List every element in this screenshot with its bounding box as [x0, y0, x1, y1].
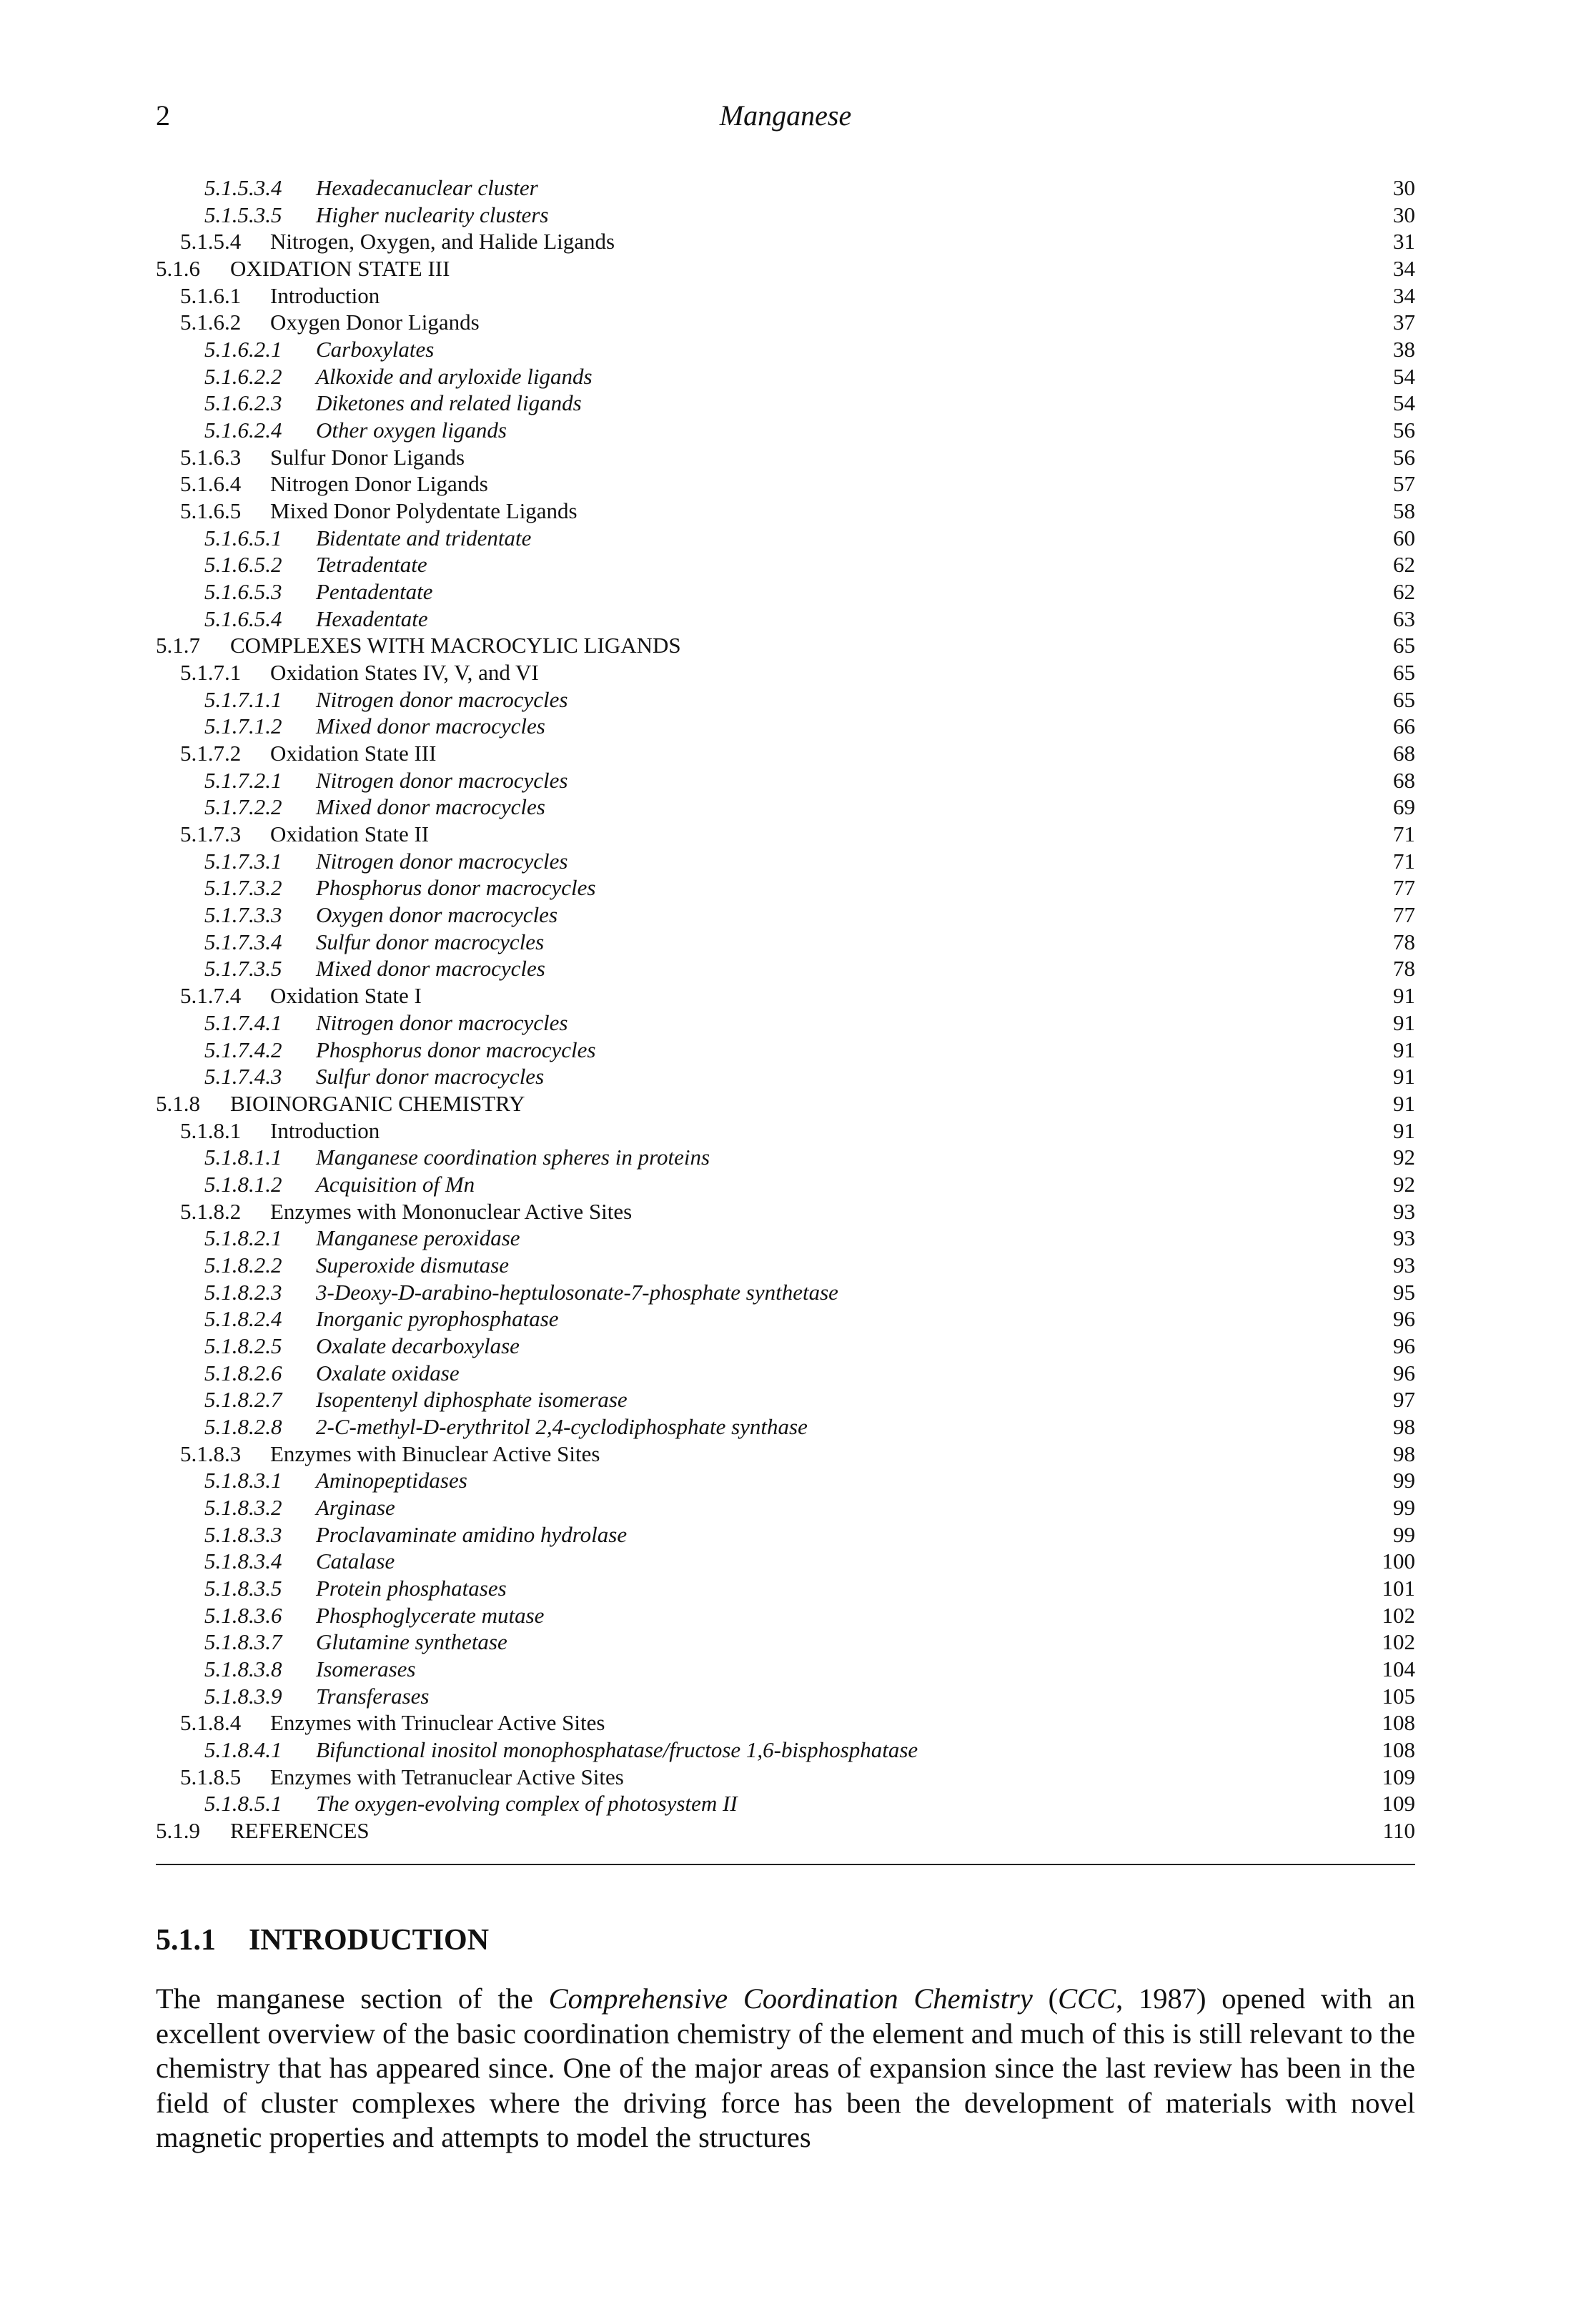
- toc-entry-title: Oxygen donor macrocycles: [316, 902, 558, 928]
- toc-entry-title: Tetradentate: [316, 552, 427, 578]
- toc-entry: [156, 1494, 1415, 1521]
- toc-entry-title: OXIDATION STATE III: [230, 256, 450, 282]
- toc-entry-page: 100: [1382, 1548, 1415, 1574]
- section-number: 5.1.1: [156, 1924, 216, 1957]
- toc-entry: [156, 1305, 1415, 1333]
- toc-entry: [156, 901, 1415, 929]
- toc-entry-title: COMPLEXES WITH MACROCYLIC LIGANDS: [230, 633, 681, 658]
- toc-entry-number: 5.1.6.5.3: [204, 579, 282, 605]
- toc-entry-title: Hexadecanuclear cluster: [316, 175, 538, 200]
- toc-entry-number: 5.1.8.3.2: [204, 1494, 282, 1520]
- toc-entry-page: 34: [1393, 256, 1415, 282]
- toc-entry: [156, 1817, 1415, 1844]
- toc-entry: [156, 390, 1415, 417]
- toc-entry-page: 54: [1393, 363, 1415, 389]
- toc-entry-title: Glutamine synthetase: [316, 1629, 507, 1655]
- toc-entry-page: 98: [1393, 1413, 1415, 1439]
- toc-entry-page: 91: [1393, 1090, 1415, 1116]
- toc-entry-number: 5.1.7.3.4: [204, 929, 282, 954]
- toc-entry-number: 5.1.8.3.3: [204, 1521, 282, 1547]
- toc-entry: [156, 363, 1415, 390]
- toc-entry-page: 93: [1393, 1252, 1415, 1278]
- toc-entry-number: 5.1.8.5.1: [204, 1791, 282, 1817]
- body-paragraph: [156, 1982, 1415, 2155]
- toc-entry-number: 5.1.8.2.3: [204, 1279, 282, 1305]
- toc-entry-title: Mixed Donor Polydentate Ligands: [270, 498, 578, 524]
- toc-entry: [156, 1360, 1415, 1387]
- toc-entry: [156, 606, 1415, 633]
- toc-entry-number: 5.1.6.4: [180, 471, 242, 497]
- toc-entry-page: 68: [1393, 767, 1415, 793]
- toc-entry-page: 63: [1393, 606, 1415, 631]
- toc-entry-number: 5.1.8.3.5: [204, 1575, 282, 1601]
- toc-entry-title: Sulfur donor macrocycles: [316, 929, 545, 954]
- toc-entry-page: 108: [1382, 1710, 1415, 1736]
- toc-entry-title: Oxidation State II: [270, 821, 430, 847]
- toc-entry-number: 5.1.8.2.6: [204, 1360, 282, 1385]
- toc-entry-page: 96: [1393, 1306, 1415, 1332]
- toc-entry-title: Oxidation State I: [270, 983, 422, 1009]
- toc-entry: [156, 255, 1415, 282]
- reference-abbreviation: CCC: [1058, 1982, 1116, 2015]
- toc-entry-title: Bifunctional inositol monophosphatase/fructose 1,6-bisphosphatase: [316, 1737, 918, 1762]
- toc-entry-title: Nitrogen donor macrocycles: [316, 686, 568, 712]
- toc-entry-title: Transferases: [316, 1683, 430, 1709]
- toc-entry: [156, 632, 1415, 659]
- toc-entry-title: Pentadentate: [316, 579, 433, 605]
- page-number: 2: [156, 99, 170, 132]
- toc-entry-page: 60: [1393, 525, 1415, 550]
- toc-entry: [156, 713, 1415, 740]
- toc-entry-number: 5.1.8.2.8: [204, 1413, 282, 1439]
- toc-entry: [156, 309, 1415, 336]
- toc-entry-number: 5.1.8.2: [180, 1198, 242, 1224]
- section-divider: [156, 1864, 1415, 1865]
- toc-entry-title: Nitrogen donor macrocycles: [316, 767, 568, 793]
- toc-entry: [156, 767, 1415, 794]
- toc-entry-page: 65: [1393, 686, 1415, 712]
- toc-entry-page: 101: [1382, 1575, 1415, 1601]
- toc-entry-page: 104: [1382, 1656, 1415, 1681]
- toc-entry: [156, 1521, 1415, 1548]
- toc-entry-title: Sulfur donor macrocycles: [316, 1064, 545, 1090]
- toc-entry-page: 30: [1393, 175, 1415, 200]
- toc-entry-title: Higher nuclearity clusters: [316, 202, 549, 227]
- toc-entry-title: Acquisition of Mn: [316, 1171, 475, 1197]
- toc-entry: [156, 1117, 1415, 1145]
- toc-entry-number: 5.1.5.4: [180, 229, 242, 255]
- toc-entry-title: Superoxide dismutase: [316, 1252, 510, 1278]
- toc-entry-page: 99: [1393, 1494, 1415, 1520]
- toc-entry-title: Enzymes with Tetranuclear Active Sites: [270, 1764, 624, 1789]
- toc-entry-title: Proclavaminate amidino hydrolase: [316, 1521, 628, 1547]
- toc-entry: [156, 1009, 1415, 1037]
- toc-entry: [156, 1333, 1415, 1360]
- toc-entry-title: Inorganic pyrophosphatase: [316, 1306, 559, 1332]
- toc-entry-title: Mixed donor macrocycles: [316, 713, 545, 739]
- toc-entry: [156, 551, 1415, 578]
- toc-entry-title: Phosphorus donor macrocycles: [316, 875, 596, 901]
- toc-entry: [156, 1144, 1415, 1171]
- toc-entry-page: 78: [1393, 956, 1415, 982]
- toc-entry: [156, 1037, 1415, 1064]
- toc-entry-title: Phosphorus donor macrocycles: [316, 1037, 596, 1062]
- toc-entry-page: 95: [1393, 1279, 1415, 1305]
- toc-entry-title: Mixed donor macrocycles: [316, 956, 545, 982]
- toc-entry-number: 5.1.8.2.7: [204, 1387, 282, 1413]
- toc-entry: [156, 1737, 1415, 1764]
- toc-entry-page: 91: [1393, 1117, 1415, 1143]
- toc-entry: [156, 498, 1415, 525]
- toc-entry-page: 98: [1393, 1441, 1415, 1466]
- toc-entry-page: 56: [1393, 444, 1415, 470]
- toc-entry: [156, 1764, 1415, 1791]
- toc-entry-number: 5.1.7.3.2: [204, 875, 282, 901]
- toc-entry-number: 5.1.6: [156, 256, 200, 282]
- toc-entry-title: Bidentate and tridentate: [316, 525, 532, 550]
- toc-entry-page: 68: [1393, 741, 1415, 766]
- toc-entry-number: 5.1.7.2.2: [204, 794, 282, 820]
- body-text-part: (: [1032, 1982, 1059, 2015]
- toc-entry-title: Aminopeptidases: [316, 1468, 467, 1493]
- toc-entry: [156, 686, 1415, 713]
- toc-entry: [156, 1171, 1415, 1198]
- toc-entry-number: 5.1.7.1.1: [204, 686, 282, 712]
- toc-entry-page: 110: [1382, 1817, 1415, 1843]
- toc-entry-page: 102: [1382, 1602, 1415, 1628]
- toc-entry-number: 5.1.5.3.5: [204, 202, 282, 227]
- toc-entry-page: 91: [1393, 1009, 1415, 1035]
- toc-entry-number: 5.1.6.2.2: [204, 363, 282, 389]
- toc-entry-title: Alkoxide and aryloxide ligands: [316, 363, 593, 389]
- toc-entry: [156, 1413, 1415, 1441]
- toc-entry-title: Nitrogen donor macrocycles: [316, 1009, 568, 1035]
- toc-entry-number: 5.1.7.1.2: [204, 713, 282, 739]
- toc-entry-number: 5.1.7.2: [180, 741, 242, 766]
- toc-entry: [156, 444, 1415, 471]
- toc-entry-page: 109: [1382, 1764, 1415, 1789]
- toc-entry-title: Oxalate oxidase: [316, 1360, 460, 1385]
- toc-entry-number: 5.1.8: [156, 1090, 200, 1116]
- toc-entry-page: 58: [1393, 498, 1415, 524]
- running-title: Manganese: [719, 99, 852, 132]
- toc-entry: [156, 1279, 1415, 1306]
- toc-entry: [156, 1548, 1415, 1575]
- toc-entry-page: 99: [1393, 1521, 1415, 1547]
- toc-entry-page: 105: [1382, 1683, 1415, 1709]
- toc-entry: [156, 1467, 1415, 1494]
- toc-entry-number: 5.1.8.3.4: [204, 1548, 282, 1574]
- toc-entry: [156, 228, 1415, 255]
- toc-entry-number: 5.1.8.2.4: [204, 1306, 282, 1332]
- toc-entry-page: 109: [1382, 1791, 1415, 1817]
- toc-entry-title: 2-C-methyl-D-erythritol 2,4-cyclodiphosphate synthase: [316, 1413, 808, 1439]
- toc-entry: [156, 336, 1415, 363]
- toc-entry-number: 5.1.5.3.4: [204, 175, 282, 200]
- toc-entry-title: Sulfur Donor Ligands: [270, 444, 465, 470]
- toc-entry: [156, 174, 1415, 202]
- toc-entry-number: 5.1.8.2.5: [204, 1333, 282, 1358]
- toc-entry: [156, 955, 1415, 982]
- toc-entry-page: 34: [1393, 282, 1415, 308]
- toc-entry-number: 5.1.8.2.1: [204, 1225, 282, 1251]
- toc-entry-title: Oxygen Donor Ligands: [270, 310, 480, 335]
- toc-entry-title: Arginase: [316, 1494, 395, 1520]
- toc-entry-number: 5.1.7.3.3: [204, 902, 282, 928]
- toc-entry-page: 91: [1393, 1064, 1415, 1090]
- toc-entry: [156, 929, 1415, 956]
- toc-entry: [156, 1252, 1415, 1279]
- toc-entry: [156, 202, 1415, 229]
- toc-entry: [156, 525, 1415, 552]
- toc-entry-number: 5.1.8.1.1: [204, 1145, 282, 1170]
- toc-entry-number: 5.1.7.2.1: [204, 767, 282, 793]
- toc-entry-page: 96: [1393, 1360, 1415, 1385]
- toc-entry-title: Carboxylates: [316, 337, 435, 362]
- toc-entry-number: 5.1.9: [156, 1817, 200, 1843]
- toc-entry-number: 5.1.7.1: [180, 660, 242, 686]
- toc-entry-page: 57: [1393, 471, 1415, 497]
- toc-entry-number: 5.1.6.5: [180, 498, 242, 524]
- toc-entry-page: 99: [1393, 1468, 1415, 1493]
- toc-entry: [156, 1225, 1415, 1252]
- toc-entry-title: BIOINORGANIC CHEMISTRY: [230, 1090, 525, 1116]
- toc-entry-title: Mixed donor macrocycles: [316, 794, 545, 820]
- toc-entry-page: 91: [1393, 983, 1415, 1009]
- toc-entry-page: 71: [1393, 848, 1415, 874]
- section-heading: [156, 1923, 489, 1957]
- toc-entry: [156, 1575, 1415, 1602]
- toc-entry-number: 5.1.8.2.2: [204, 1252, 282, 1278]
- toc-entry-number: 5.1.8.1: [180, 1117, 242, 1143]
- toc-entry: [156, 1709, 1415, 1737]
- toc-entry: [156, 982, 1415, 1009]
- body-text-part: , 1987) opened with an excellent overview of the basic coordination chemistry of the element and much of this is still relevant to the chemistry that has appeared since. One of the major areas of expansion since the last review has been in the field of cluster complexes where the driving force has been the development of materials with novel magnetic properties and attempts to model the structures: [156, 1982, 1415, 2153]
- toc-entry-title: REFERENCES: [230, 1817, 370, 1843]
- toc-entry-title: The oxygen-evolving complex of photosystem II: [316, 1791, 738, 1817]
- body-text-part: The manganese section of the: [156, 1982, 549, 2015]
- toc-entry: [156, 1602, 1415, 1629]
- toc-entry-title: Nitrogen donor macrocycles: [316, 848, 568, 874]
- section-title: INTRODUCTION: [249, 1924, 490, 1957]
- toc-entry: [156, 794, 1415, 821]
- toc-entry-title: Manganese peroxidase: [316, 1225, 520, 1251]
- toc-entry: [156, 578, 1415, 606]
- toc-entry-title: Oxidation States IV, V, and VI: [270, 660, 539, 686]
- toc-entry-title: Isomerases: [316, 1656, 416, 1681]
- toc-entry: [156, 1683, 1415, 1710]
- toc-entry: [156, 1629, 1415, 1656]
- toc-entry-page: 92: [1393, 1145, 1415, 1170]
- toc-entry: [156, 1656, 1415, 1683]
- toc-entry: [156, 282, 1415, 310]
- toc-entry-title: Enzymes with Binuclear Active Sites: [270, 1441, 600, 1466]
- toc-entry-page: 54: [1393, 390, 1415, 416]
- toc-entry-title: Isopentenyl diphosphate isomerase: [316, 1387, 628, 1413]
- toc-entry-page: 78: [1393, 929, 1415, 954]
- toc-entry-page: 71: [1393, 821, 1415, 847]
- toc-entry: [156, 1090, 1415, 1117]
- toc-entry: [156, 1063, 1415, 1090]
- toc-entry-title: Introduction: [270, 1117, 380, 1143]
- toc-entry-number: 5.1.8.3.6: [204, 1602, 282, 1628]
- toc-entry-number: 5.1.8.4.1: [204, 1737, 282, 1762]
- toc-entry: [156, 874, 1415, 901]
- toc-entry-number: 5.1.6.5.2: [204, 552, 282, 578]
- toc-entry-number: 5.1.8.4: [180, 1710, 242, 1736]
- toc-entry: [156, 1386, 1415, 1413]
- toc-entry-number: 5.1.6.2.1: [204, 337, 282, 362]
- toc-entry-page: 91: [1393, 1037, 1415, 1062]
- toc-entry-page: 92: [1393, 1171, 1415, 1197]
- toc-entry-title: Enzymes with Mononuclear Active Sites: [270, 1198, 633, 1224]
- toc-entry: [156, 740, 1415, 767]
- toc-entry-page: 56: [1393, 418, 1415, 443]
- toc-entry-number: 5.1.7: [156, 633, 200, 658]
- table-of-contents: [156, 174, 1415, 1844]
- toc-entry-page: 77: [1393, 902, 1415, 928]
- toc-entry-page: 66: [1393, 713, 1415, 739]
- toc-entry-number: 5.1.6.5.1: [204, 525, 282, 550]
- toc-entry-page: 77: [1393, 875, 1415, 901]
- toc-entry: [156, 1441, 1415, 1468]
- toc-entry-number: 5.1.7.3.5: [204, 956, 282, 982]
- toc-entry-number: 5.1.7.4.1: [204, 1009, 282, 1035]
- toc-entry: [156, 659, 1415, 686]
- toc-entry-number: 5.1.8.3.9: [204, 1683, 282, 1709]
- toc-entry-title: Oxidation State III: [270, 741, 437, 766]
- toc-entry-page: 38: [1393, 337, 1415, 362]
- toc-entry-number: 5.1.8.3.7: [204, 1629, 282, 1655]
- toc-entry-page: 62: [1393, 579, 1415, 605]
- toc-entry-page: 65: [1393, 633, 1415, 658]
- toc-entry-page: 102: [1382, 1629, 1415, 1655]
- toc-entry-number: 5.1.6.2.3: [204, 390, 282, 416]
- toc-entry: [156, 1198, 1415, 1225]
- toc-entry-title: Introduction: [270, 282, 380, 308]
- toc-entry-number: 5.1.6.1: [180, 282, 242, 308]
- toc-entry-page: 97: [1393, 1387, 1415, 1413]
- toc-entry-page: 93: [1393, 1225, 1415, 1251]
- toc-entry-number: 5.1.8.3: [180, 1441, 242, 1466]
- toc-entry-number: 5.1.6.3: [180, 444, 242, 470]
- toc-entry-title: Oxalate decarboxylase: [316, 1333, 520, 1358]
- toc-entry-number: 5.1.8.5: [180, 1764, 242, 1789]
- toc-entry-title: Manganese coordination spheres in proteins: [316, 1145, 710, 1170]
- toc-entry-page: 108: [1382, 1737, 1415, 1762]
- toc-entry-number: 5.1.7.4.3: [204, 1064, 282, 1090]
- toc-entry-title: Catalase: [316, 1548, 395, 1574]
- toc-entry-number: 5.1.8.3.8: [204, 1656, 282, 1681]
- toc-entry-title: 3-Deoxy-D-arabino-heptulosonate-7-phosphate synthetase: [316, 1279, 838, 1305]
- toc-entry-page: 31: [1393, 229, 1415, 255]
- toc-entry-title: Diketones and related ligands: [316, 390, 582, 416]
- toc-entry-number: 5.1.6.5.4: [204, 606, 282, 631]
- toc-entry-page: 93: [1393, 1198, 1415, 1224]
- toc-entry-number: 5.1.8.3.1: [204, 1468, 282, 1493]
- toc-entry-title: Nitrogen Donor Ligands: [270, 471, 488, 497]
- toc-entry-title: Hexadentate: [316, 606, 428, 631]
- toc-entry-page: 30: [1393, 202, 1415, 227]
- toc-entry-number: 5.1.7.4.2: [204, 1037, 282, 1062]
- toc-entry-page: 96: [1393, 1333, 1415, 1358]
- toc-entry-title: Enzymes with Trinuclear Active Sites: [270, 1710, 605, 1736]
- toc-entry-page: 37: [1393, 310, 1415, 335]
- toc-entry-number: 5.1.6.2.4: [204, 418, 282, 443]
- toc-entry-title: Nitrogen, Oxygen, and Halide Ligands: [270, 229, 615, 255]
- reference-title: Comprehensive Coordination Chemistry: [548, 1982, 1033, 2015]
- toc-entry-title: Protein phosphatases: [316, 1575, 507, 1601]
- toc-entry-number: 5.1.7.4: [180, 983, 242, 1009]
- toc-entry-page: 62: [1393, 552, 1415, 578]
- toc-entry-page: 65: [1393, 660, 1415, 686]
- toc-entry-title: Phosphoglycerate mutase: [316, 1602, 545, 1628]
- toc-entry-title: Other oxygen ligands: [316, 418, 507, 443]
- toc-entry: [156, 821, 1415, 848]
- toc-entry: [156, 848, 1415, 875]
- toc-entry: [156, 1790, 1415, 1817]
- page-header: [156, 99, 1415, 139]
- toc-entry-page: 69: [1393, 794, 1415, 820]
- toc-entry-number: 5.1.6.2: [180, 310, 242, 335]
- toc-entry-number: 5.1.7.3: [180, 821, 242, 847]
- toc-entry: [156, 470, 1415, 498]
- toc-entry: [156, 417, 1415, 444]
- toc-entry-number: 5.1.7.3.1: [204, 848, 282, 874]
- toc-entry-number: 5.1.8.1.2: [204, 1171, 282, 1197]
